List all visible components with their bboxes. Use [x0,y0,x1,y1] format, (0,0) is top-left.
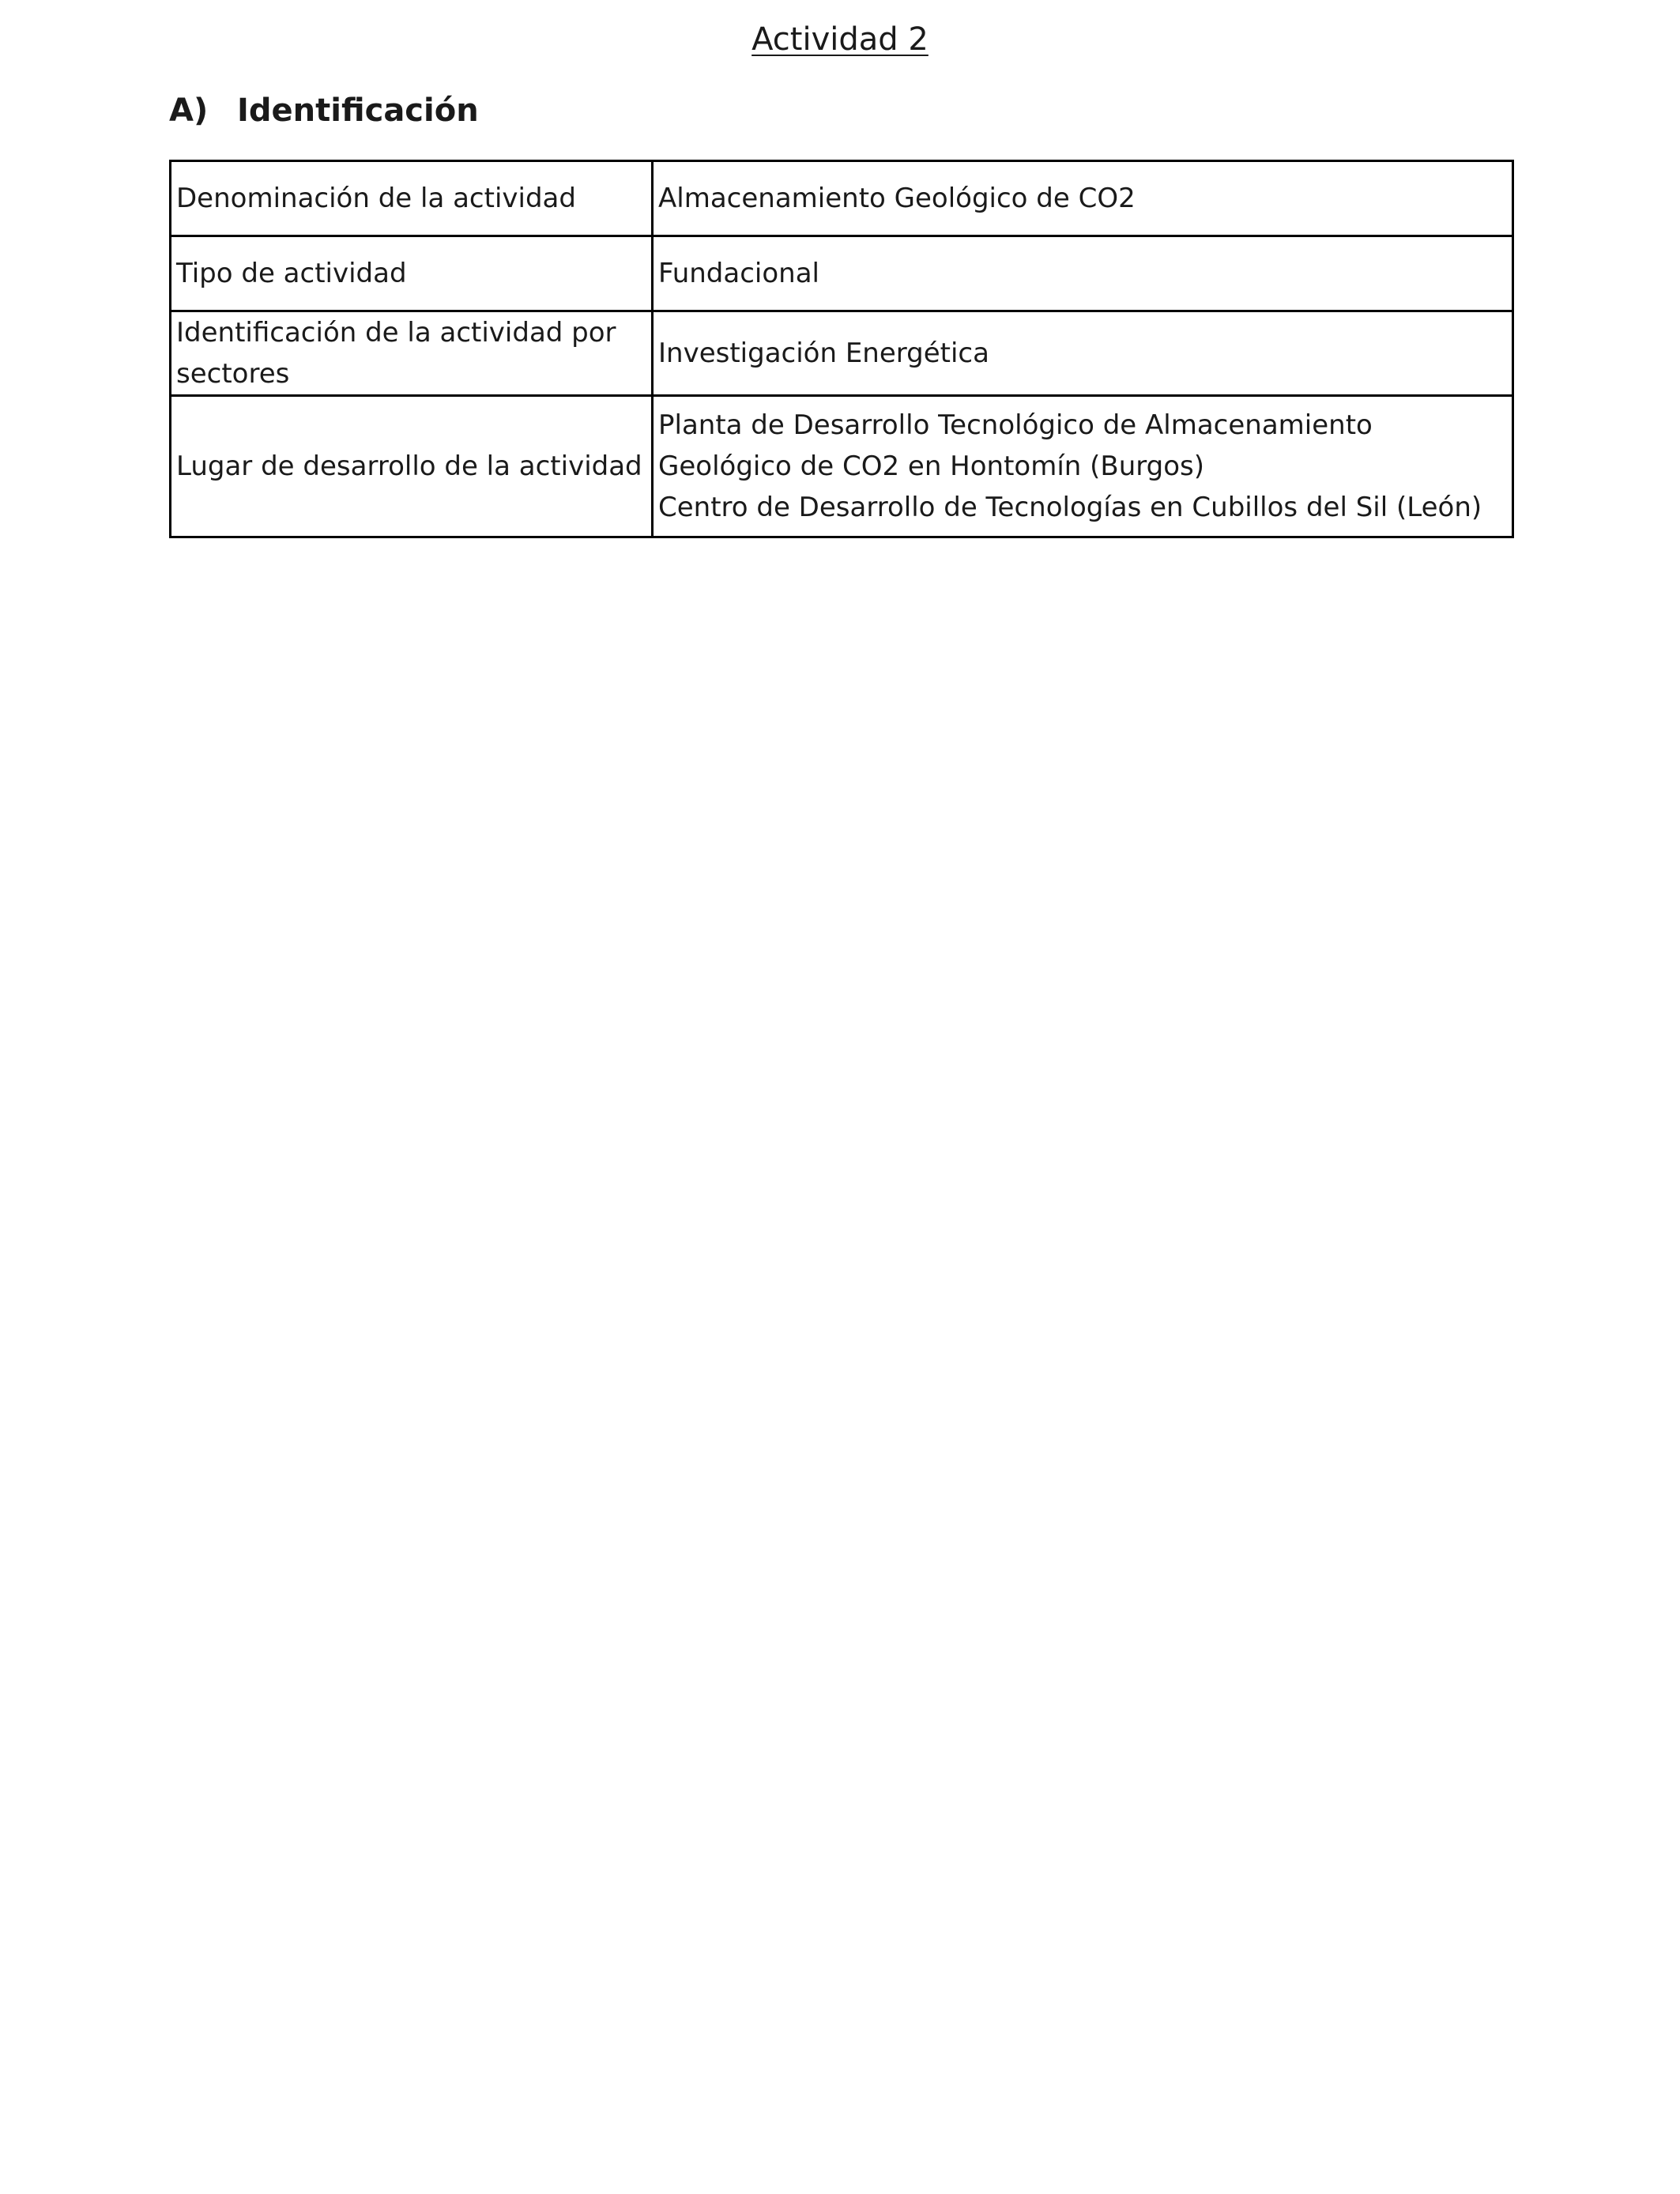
table-row [171,311,1513,396]
section-marker: A) [169,92,209,129]
section-heading [169,89,479,133]
label-cell: Tipo de actividad [171,236,653,311]
identification-table [169,160,1514,538]
table-row [171,161,1513,236]
value-cell: Almacenamiento Geológico de CO2 [653,161,1513,236]
label-cell: Denominación de la actividad [171,161,653,236]
section-heading-text: Identificación [237,92,479,129]
label-cell: Identificación de la actividad por sectores [171,311,653,396]
page-title: Actividad 2 [751,21,929,58]
table-row [171,236,1513,311]
value-cell: Investigación Energética [653,311,1513,396]
value-cell: Planta de Desarrollo Tecnológico de Almacenamiento Geológico de CO2 en Hontomín (Burgos) Centro de Desarrollo de Tecnologías en Cubillos del Sil (León) [653,396,1513,537]
value-cell: Fundacional [653,236,1513,311]
table-row [171,396,1513,537]
label-cell: Lugar de desarrollo de la actividad [171,396,653,537]
